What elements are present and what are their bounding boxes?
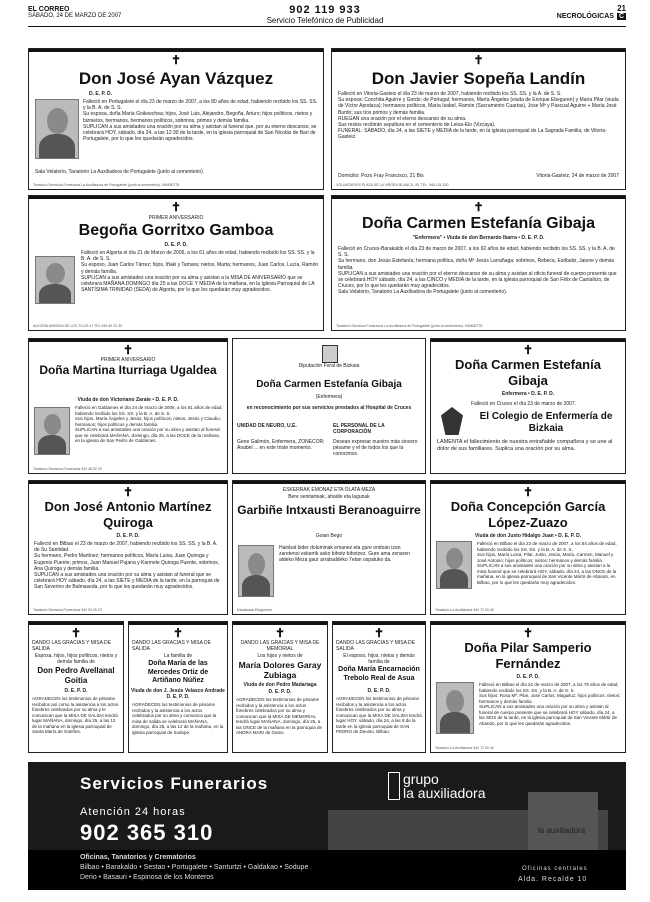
subtitle: Goian Bego [315, 533, 343, 539]
funeral-home-footer: Eskaintzak Elizgizonei [237, 608, 272, 612]
deceased-name: Doña Carmen Estefanía Gibaja [362, 215, 595, 232]
cross-icon: ✝ [122, 343, 134, 357]
ad-services-line: Oficinas, Tanatorios y Crematorios [80, 854, 196, 861]
obit-text: Falleció en Portugalete el día 23 de marzo de 2007, a los 80 años de edad, habiendo recibido los SS. SS. y la B. A. de S. S. Su esposa, doña María Goikoechea; hijos, José Luis, Alejandro, Begoña, Arturo; hijos políticos, nietos y biznietos, hermanos, hermanos políticos, sobrinos, primos y demás familia. SUPLICAN a sus amistades una oración por su alma y asistan al funeral que, por su eterno descanso, se celebrará HOY, sábado, día 24, a las 12:30 de la tarde, en la iglesia parroquial de San Nicolás de Bari de Portugalete, por lo que les quedarán agradecidos. [83, 99, 318, 143]
funeral-home-footer: Tanatorio Servicios Funerarios La Auxiliadora de Portugalete (junto al cementerio). 944830778 [33, 183, 180, 187]
portrait-photo [34, 407, 70, 455]
family-line: Bere senitarteak, ahaide eta lagunak [288, 494, 370, 500]
ad-office-label: Oficinas centrales [522, 866, 588, 872]
deceased-name: Don José Ayan Vázquez [78, 69, 274, 88]
masthead-center [200, 4, 450, 25]
deceased-name: María Dolores Garay Zubiaga [238, 660, 322, 680]
coat-of-arms-icon [322, 345, 338, 363]
ad-locations-line-1: Bilbao • Barakaldo • Sestao • Portugalete • Santurtzi • Galdakao • Sodupe [80, 864, 309, 871]
obit-text: Falleció en Bilbao el 23 de marzo de 2007, habiendo recibido los SS. SS. y la B. A. de Su Santidad. Su hermano, Pedro Martínez; hermanos políticos, María Luisa, Juan Quiroga y Eugenio Puente; primos, Juan Manuel Pujana y Karmele Quiroga Puente, sobrinos, Ana Quiroga y demás familia. SUPLICAN a sus amistades una oración por su alma y asistan al funeral que se celebrará HOY sábado, día 24, a las SIETE y MEDIA de la tarde, en la parroquia de San Severino de Balmaseda, por lo que les quedarán muy agradecidos. [34, 541, 220, 591]
card-topbar [431, 481, 625, 484]
cross-icon: ✝ [170, 200, 182, 214]
obit-text: Falleció en Vitoria-Gasteiz el día 23 de marzo de 2007, habiendo recibido los SS. SS. y la A. de S. S. Su esposa: Conchita Aguirre y Gordo; de Portugal; hermanos, María Ángeles (viuda de Enrique Ebeguren) y María Pilar (viuda de Víctor Apodaca); hermanos políticos, María Isabel, Ramón (Sacramento Cuartas), Jose Mª y Pascual Aguirre + María José Burdo; sus tíos primos y demás familia. RUEGAN una oración por el eterno descanso de su alma. Sus restos recibirán sepultura en el cementerio de Leioa-Elo (Vizcaya). FUNERAL: SÁBADO, día 24, a las SIETE y MEDIA de la tarde, en la iglesia parroquial de La Sagrada Familia, de Vitoria-Gasteiz. [338, 91, 619, 141]
subtitle: "Enfermera" • Viuda de don Bernardo Ibarra • D. E. P. D. [412, 235, 545, 241]
cross-icon: ✝ [172, 626, 184, 640]
card-topbar [29, 622, 123, 625]
funeral-services-ad [28, 762, 626, 890]
card-topbar [332, 196, 625, 199]
section-badge: C [618, 13, 624, 20]
subtitle: Viuda de don Victoriano Zarate • D. E. P. D. [77, 397, 179, 403]
cross-icon: ✝ [122, 485, 134, 499]
portrait-photo [436, 541, 472, 589]
ad-hours: Atención 24 horas [80, 806, 186, 818]
deceased-name: Doña Martina Iturriaga Ugaldea [39, 363, 217, 377]
cross-icon: ✝ [473, 53, 484, 67]
obituary-jose-antonio-martinez [28, 480, 228, 615]
portrait-photo [238, 545, 274, 597]
cross-icon: ✝ [274, 626, 286, 640]
notice-mercedes-ortiz [128, 621, 228, 753]
subtitle: Viuda de don Pedro Madariaga [243, 682, 317, 688]
condolence-diputacion [232, 338, 426, 474]
subtitle: Enfermera • D. E. P. D. [501, 391, 555, 397]
rip-line: D. E. P. D. [89, 91, 112, 97]
brand-line-1: grupo [403, 771, 439, 787]
cross-icon: ✝ [170, 53, 182, 67]
obit-text: Hainbat bider doluminak emanez eta gure ondoan izan zaretenoi eskerrik asko bihotz-bihotzez. Gure ama zenaren aldeko Meza gaur arratsaldeko 7etan ospatuko da. [279, 545, 410, 564]
condolence-colegio-enfermeria [430, 338, 626, 474]
subtitle: Viuda de don J. Jesús Velasco Andrade [131, 688, 225, 694]
anniversary-label: PRIMER ANIVERSARIO [100, 357, 156, 363]
deceased-name: Doña Pilar Samperio Fernández [464, 640, 592, 671]
portrait-photo [436, 682, 474, 734]
wake-location: Sala Velatorio, Tanatorio La Auxiliadora de Portugalete (junto al cementerio). [35, 169, 205, 175]
cross-icon: ✝ [522, 626, 534, 640]
deceased-name: Garbiñe Intxausti Beranoaguirre [237, 503, 421, 517]
column-heading-right: EL PERSONAL DE LA CORPORACIÓN [333, 423, 385, 436]
obit-text: Falleció en Bilbao el día 22 de marzo de 2007, a los 79 años de edad, habiendo recibido los SS. SS. y la B. A. de S. S. Sus hijos: Rosa Mª, Pilar, José Carlos, Maguiluz; hijos políticos; nietos; hermanos y demás familia. SUPLICAN a sus amistades una oración por su alma y asistan al funeral de cuerpo presente que se celebrará HOY sábado, día 24, a las SEIS de la tarde, en la iglesia parroquial de San Vicente Mártir de Abando, por lo que les quedarán agradecidos. [479, 682, 621, 726]
cross-icon: ✝ [522, 343, 534, 357]
anniversary-label: PRIMER ANIVERSARIO [148, 215, 204, 221]
deceased-name: Doña María de las Mercedes Ortiz de Artiñano Núñez [147, 660, 209, 684]
issue-date: SÁBADO, 24 DE MARZO DE 2007 [28, 13, 122, 19]
notice-text: AGRADECEN los testimonios de pésame recibidos y la asistencia a los actos fúnebres celebrados por su alma y comunican que la MISA DE MEMORIAL tendrá lugar MAÑANA, domingo, día 25, a las ONCE de la mañana en la parroquia de ANDRA MARI de Getxo. [236, 697, 323, 735]
building-sign: la auxiliadora [538, 826, 586, 835]
rip-line: D. E. P. D. [367, 688, 391, 694]
funeral-home-footer: Tanatorio La Auxiliadora 944 72 00 40 [435, 746, 494, 750]
notice-text: AGRADECEN los testimonios de pésame recibidos y la asistencia a los actos fúnebres celebrados por su alma y comunican que la MISA DE SALIDA tendrá lugar HOY, sábado, día 24, a las 8 de la tarde en la iglesia parroquial de SAN PEDRO de Deusto, Bilbao. [336, 696, 422, 734]
deceased-name: Don Javier Sopeña Landín [371, 69, 586, 88]
funeral-home-footer: Tanatorio Servicios Funerarios 944 48 02 25 [33, 467, 102, 471]
rip-line: D. E. P. D. [164, 242, 188, 248]
brand-logo-icon [388, 772, 400, 800]
obituary-martina-iturriaga [28, 338, 228, 474]
obituary-carmen-estefania [331, 195, 626, 331]
ad-phone-number: 902 365 310 [80, 820, 214, 845]
card-topbar [129, 622, 227, 625]
obit-text: Falleció en Galdames el día 24 de marzo de 2006, a los 81 años de edad, habiendo recibido los SS. SS. y la B. A. de S. S. Sus hijos, María Ángeles y Jesús; hijos políticos; nietos, Jesús y Claudio; hermanos; hijos políticos y demás familia. SUPLICAN a sus amistades una oración por su alma y asistan al funeral que se celebrará MAÑANA, domingo, día 25, a las DOCE de la mañana, en la iglesia de San Pedro de Galdames. [75, 405, 223, 443]
page-number: 21 [617, 4, 626, 13]
ad-title: Servicios Funerarios [80, 774, 269, 793]
funeral-home-footer: Tanatorio Servicios Funerarios La Auxiliadora de Portugalete (junto al cementerio). 944830778 [336, 324, 483, 328]
family-line: Esposa, hijos, hijos políticos, nietos y demás familia de [34, 653, 118, 666]
masthead-right [557, 4, 626, 20]
notice-text: AGRADECEN los testimonios de pésame recibidos y la asistencia a los actos celebrados por su alma y comunica que la misa de salida se celebrará MAÑANA, domingo, día 25, a las 12 de la mañana, en la iglesia parroquial de Sodupe. [132, 702, 224, 735]
notice-label: DANDO LAS GRACIAS Y MISA DE SALIDA [132, 640, 212, 653]
card-topbar [233, 481, 425, 484]
card-topbar [29, 481, 227, 484]
portrait-photo [35, 99, 79, 159]
deceased-name: Doña Carmen Estefanía Gibaja [455, 357, 601, 388]
card-topbar [233, 622, 327, 625]
card-topbar [29, 49, 323, 52]
portrait-photo [35, 256, 75, 304]
newspaper-name: EL CORREO [28, 6, 70, 13]
rip-line: D. E. P. D. [268, 689, 292, 695]
obituary-garbine-intxausti [232, 480, 426, 615]
notice-label: DANDO LAS GRACIAS Y MISA DE SALIDA [32, 640, 112, 653]
death-notice: Falleció en Cruces el día 23 de marzo de 2007. [471, 401, 577, 407]
cross-icon: ✝ [522, 485, 534, 499]
column-text-right: Desean expresar nuestro más sincero pésame y el de todos los que la conocimos. [333, 439, 418, 458]
home-address: Domicilio: Pozo Fray Francisco, 21 Bis [338, 173, 424, 179]
card-topbar [29, 196, 323, 199]
nursing-college-logo-icon [441, 407, 463, 435]
notice-text: AGRADECEN los testimonios de pésame recibidos así como la asistencia a los actos fúnebres celebrados por su alma y le comunican que la MISA DE SALIDA tendrá lugar MAÑANA, domingo, día 25, a las 12 de la mañana en la iglesia parroquial de Santa María de Güeñes. [32, 696, 119, 734]
cross-icon: ✝ [70, 626, 82, 640]
deceased-name: Don Pedro Avellanal Goitia [37, 666, 115, 685]
obit-text: Falleció en Bilbao el día 23 de marzo de 2007, a los 84 años de edad, habiendo recibido los SS. SS. y la B. A. de S. S. Sus hijos, María Luisa, Pilar, Justo, Jesús, María, Carmen, Manuel y José Antonio; hijos políticos; nietos; hermanos y demás familia. SUPLICAN a sus amistades una oración por su alma y asistan a la misa funeral que se celebrará HOY, sábado, día 24, a las ONCE de la mañana, en la iglesia parroquial de San Vicente Mártir de Abando, en Bilbao, por lo que les quedarán muy agradecidos. [477, 541, 617, 585]
obituary-begona-gorritxo [28, 195, 324, 331]
obituary-jose-ayan [28, 48, 324, 190]
card-topbar [431, 622, 625, 625]
notice-encarnacion-trebolo [332, 621, 426, 753]
notice-pedro-avellanal [28, 621, 124, 753]
card-topbar [29, 339, 227, 342]
organization-name: El Colegio de Enfermería de Bizkaia [479, 411, 613, 434]
ad-office-address: Alda. Recalde 10 [518, 876, 588, 883]
deceased-name: Doña María Encarnación Trebolo Real de Asua [338, 666, 420, 682]
card-topbar [431, 339, 625, 342]
place-date: Vitoria-Gasteiz, 24 de marzo de 2007 [536, 173, 619, 179]
cross-icon: ✝ [373, 626, 385, 640]
column-text-left: Gene Galimón, Enfermera, ZONECOR; Anabel ... en este triste momento. [237, 439, 325, 452]
ad-locations-line-2: Derio • Basauri • Espinosa de los Monteros [80, 874, 214, 881]
deceased-name: Doña Concepción García López-Zuazo [450, 499, 606, 530]
deceased-name: Don José Antonio Martínez Quiroga [44, 499, 212, 530]
obituary-concepcion-garcia [430, 480, 626, 615]
card-topbar [333, 622, 425, 625]
ad-phone: 902 119 933 [289, 4, 361, 16]
brand-logo [388, 772, 486, 800]
rip-line: D. E. P. D. [116, 533, 140, 539]
notice-label: DANDO LAS GRACIAS Y MISA DE MEMORIAL [240, 640, 320, 653]
ad-service: Servicio Telefónico de Publicidad [266, 16, 384, 25]
rip-line: D. E. P. D. [166, 694, 190, 700]
card-topbar [332, 49, 625, 52]
header-rule [28, 26, 626, 27]
obit-text: Falleció en Cruces-Barakaldo el día 23 de marzo de 2007, a los 92 años de edad, habiendo recibido los SS. SS. y la B. A. de S. S. Su hermano, don Jesús Estefanía; hermana política, doña Mª Jesús Larrañaga; sobrinos, Rebeca, Estíbaliz, Jaione y demás familia. SUPLICAN a sus amistades una oración por el eterno descanso de su alma y asistan al oficio funeral de cuerpo presente que se celebrará HOY sábado, día 24, a las CINCO y MEDIA de la tarde, en la iglesia parroquial de San Félix de Cantalicio, de Cruces, por lo que les quedarán muy agradecidos. Sala Velatorio, Tanatorio La Auxiliadora de Portugalete (junto al cementerio). [338, 246, 617, 296]
deceased-name: Doña Carmen Estefanía Gibaja [256, 379, 402, 390]
rip-line: D. E. P. D. [64, 688, 88, 694]
section-title: NECROLÓGICAS [556, 13, 614, 20]
column-heading-left: UNIDAD DE NEURO, U.E. [237, 423, 297, 429]
funeral-home-footer: Tanatorio Servicios Funerarios 944 09 25 23 [33, 608, 102, 612]
cross-icon: ✝ [473, 200, 484, 214]
funeral-home-footer: VOLUNTARIOS PLAZA DE LA VIRGEN BLANCA, 45. TEL. 945 131 520 [336, 183, 449, 187]
condolence-text: LAMENTA el fallecimiento de nuestra entrañable compañera y se une al dolor de sus familiares. Suplica una oración por su alma. [437, 439, 613, 452]
subtitle: Viuda de don Justo Hidalgo Juan • D. E. P. D. [474, 533, 582, 539]
organization-name: Diputación Foral de Bizkaia [298, 363, 360, 369]
funeral-home-footer: Tanatorio La Auxiliadora 944 72 00 40 [435, 608, 494, 612]
obituary-pilar-samperio [430, 621, 626, 753]
family-line: El esposo, hijos, nietos y demás familia de [343, 653, 415, 666]
deceased-name: Begoña Gorritxo Gamboa [78, 222, 274, 239]
obituary-javier-sopena [331, 48, 626, 190]
notice-dolores-garay [232, 621, 328, 753]
mass-label: ESKERRAK EMONAZ ETA OLATA MEZA [282, 487, 376, 493]
family-line: La familia de [163, 653, 193, 659]
masthead-left [28, 6, 121, 20]
obit-text: Falleció en Algorta el día 21 de Marzo de 2006, a los 61 años de edad, habiendo recibido los SS. SS. y la B. A. de S. S. Su esposo, Juan Carlos Tárrez; hijos, Iñaki y Tamara; nietos, Marta; hermanos, Juan Carlos, Lucía, Ramón y demás familia. SUPLICAN a sus amistades una oración por su alma y asistan a la MISA DE ANIVERSARIO que se celebrará MAÑANA DOMINGO día 25 a las DOCE Y MEDIA de la mañana, en la Iglesia Parroquial de LA SANTÍSIMA TRINIDAD (SEDA) de Algorta, por lo que les quedarán muy agradecidos. [81, 250, 319, 294]
family-line: Los hijos y nietos de [257, 653, 303, 659]
notice-label: DANDO LAS GRACIAS Y MISA DE SALIDA [336, 640, 416, 653]
funeral-home-footer: ALEGRÍA AVENIDA DE LOS TILOS 47 TEL 944 60 23 33 [33, 324, 122, 328]
subtitle: (Enfermera) [315, 394, 343, 400]
rip-line: D. E. P. D. [516, 674, 540, 680]
brand-line-2: la auxiliadora [403, 785, 486, 801]
recognition-text: en reconocimiento por sus servicios prestados al Hospital de Cruces [246, 405, 412, 411]
